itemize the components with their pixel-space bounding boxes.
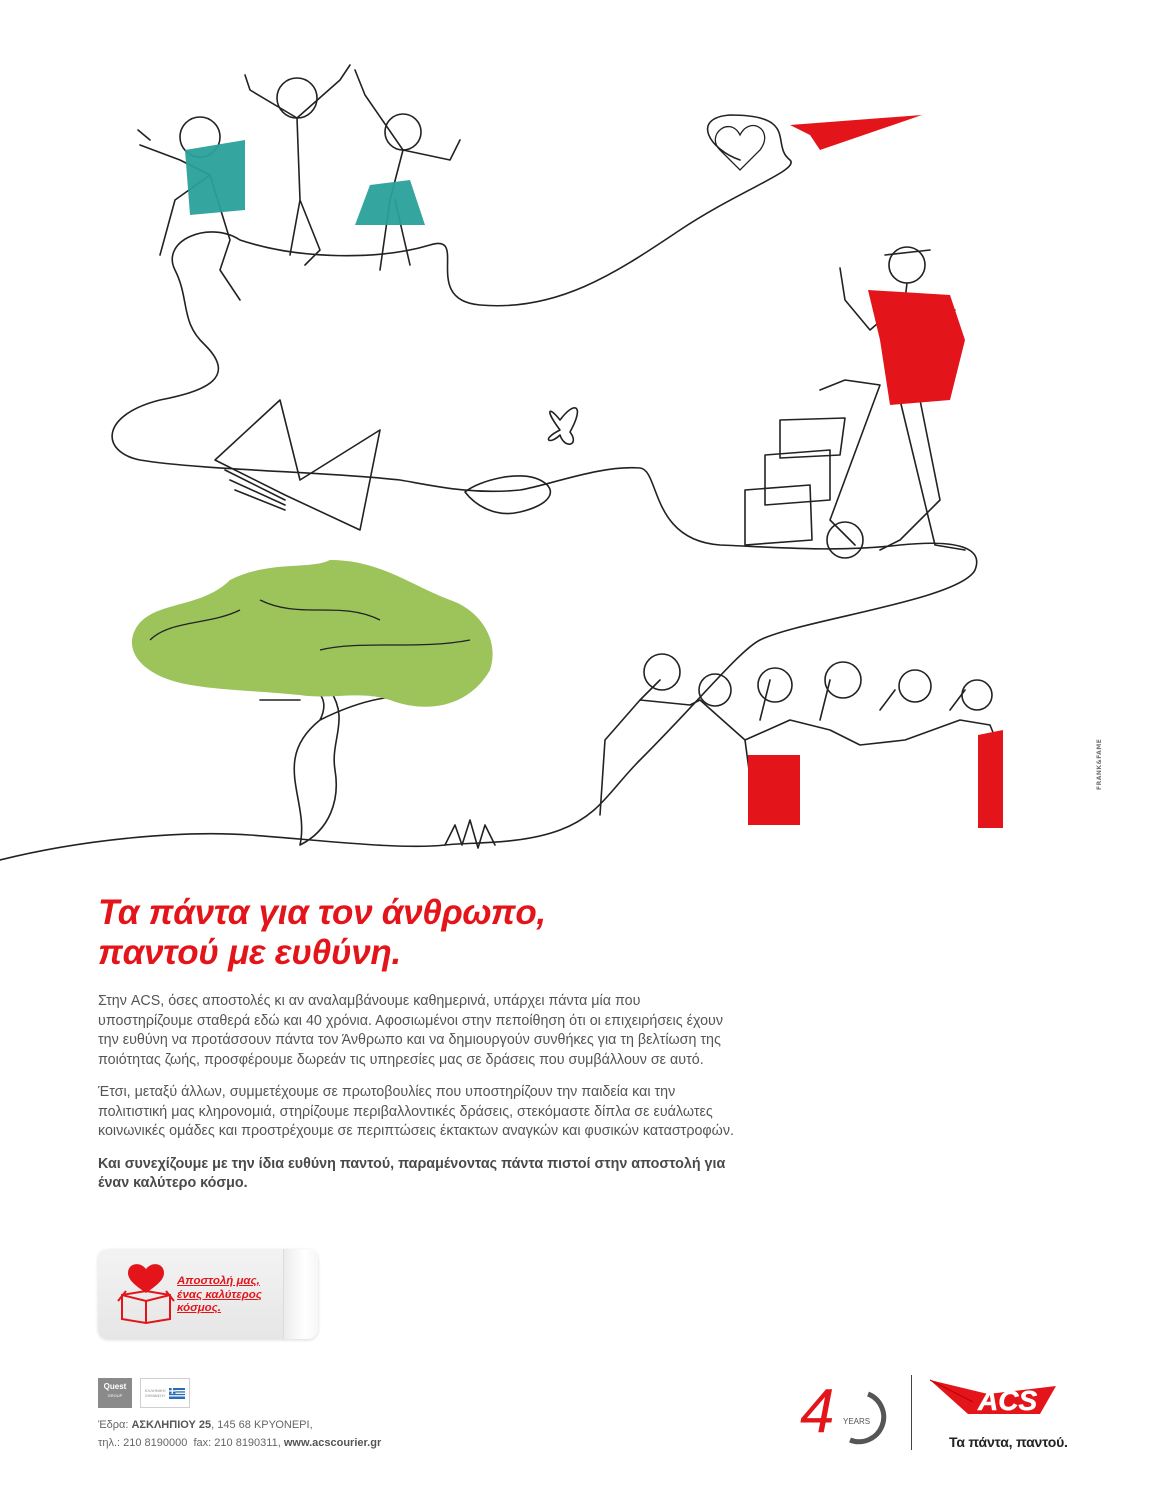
hand-truck-drawing [745, 380, 880, 545]
sticker-line-3: κόσμος. [177, 1302, 222, 1314]
headline-line-1: Τα πάντα για τον άνθρωπο, [98, 893, 546, 932]
street: ΑΣΚΛΗΠΙΟΥ 25 [131, 1419, 212, 1431]
seat-label: Έδρα: [98, 1419, 129, 1431]
company-address [98, 1416, 381, 1452]
headline [98, 893, 546, 973]
courier-shirt-red [868, 290, 965, 405]
city: , 145 68 ΚΡΥΟΝΕΡΙ, [211, 1419, 313, 1431]
greek-label-logo [140, 1378, 190, 1408]
address-line-2 [98, 1434, 381, 1452]
body-copy [98, 992, 738, 1207]
person-red-2 [978, 730, 1003, 828]
child-head-middle [277, 78, 317, 118]
fax: fax: 210 8190311, [193, 1437, 281, 1449]
open-hand-drawing [465, 476, 550, 514]
phone: τηλ.: 210 8190000 [98, 1437, 188, 1449]
tree-canopy-green [132, 560, 493, 707]
anniversary-number-4: 4 [800, 1377, 835, 1446]
open-book-drawing [215, 400, 380, 530]
anniversary-years: YEARS [843, 1417, 871, 1426]
brand-name: ACS [978, 1385, 1038, 1416]
heart-box-icon [116, 1261, 176, 1325]
body-closing: Και συνεχίζουμε με την ίδια ευθύνη παντού, παραμένοντας πάντα πιστοί στην αποστολή για έναν καλύτερο κόσμο. [98, 1155, 726, 1191]
body-paragraph-2: Έτσι, μεταξύ άλλων, συμμετέχουμε σε πρωτοβουλίες που υποστηρίζουν την παιδεία και την πολιτιστική μας κληρονομιά, στηρίζουμε περιβαλλοντικές δράσεις, στεκόμαστε δίπλα σε ευάλωτες κοινωνικές ομάδες και προστρέχουμε σε περιπτώσεις έκτακτων αναγκών και φυσικών καταστροφών. [98, 1084, 734, 1139]
paper-plane-icon [790, 115, 922, 150]
sticker-text [177, 1275, 287, 1316]
logo-divider [911, 1375, 912, 1450]
sticker-curl [283, 1249, 318, 1339]
headline-line-2: παντού με ευθύνη. [98, 933, 401, 972]
mission-sticker [98, 1249, 318, 1339]
website-link[interactable]: www.acscourier.gr [283, 1437, 382, 1449]
agency-credit: FRANK&FAME [1096, 738, 1103, 790]
anniversary-40-logo [800, 1372, 895, 1457]
quest-name: Quest [103, 1382, 127, 1391]
child-shirt-teal [185, 140, 245, 215]
sticker-line-1: Αποστολή μας, [177, 1275, 260, 1287]
cert-label: ΕΛΛΗΝΙΚΗ ΣΗΜΑΝΣΗ [145, 1388, 166, 1398]
greek-flag-icon [169, 1388, 185, 1399]
address-line-1 [98, 1416, 381, 1434]
quest-sub: GROUP [107, 1393, 123, 1398]
brand-slogan: Τα πάντα, παντού. [949, 1434, 1068, 1450]
butterfly-drawing [548, 408, 577, 444]
child-dress-teal [355, 180, 425, 225]
person-red-1 [748, 755, 800, 825]
certification-logos [98, 1378, 190, 1408]
hand-truck-wheel [827, 522, 863, 558]
acs-logo [928, 1372, 1068, 1432]
body-paragraph-1: Στην ACS, όσες αποστολές κι αν αναλαμβάνουμε καθημερινά, υπάρχει πάντα μία που υποστηρίζουμε σταθερά εδώ και 40 χρόνια. Αφοσιωμένοι στην πεποίθηση ότι οι επιχειρήσεις έχουν την ευθύνη να προτάσσουν πάντα τον Άνθρωπο και να δημιουργούν συνθήκες για τη βελτίωση της ποιότητας ζωής, προσφέρουμε δωρεάν τις υπηρεσίες μας σε δράσεις που συμβάλλουν σε αυτό. [98, 993, 723, 1068]
sticker-line-2: ένας καλύτερος [177, 1288, 262, 1301]
quest-group-logo [98, 1378, 132, 1408]
